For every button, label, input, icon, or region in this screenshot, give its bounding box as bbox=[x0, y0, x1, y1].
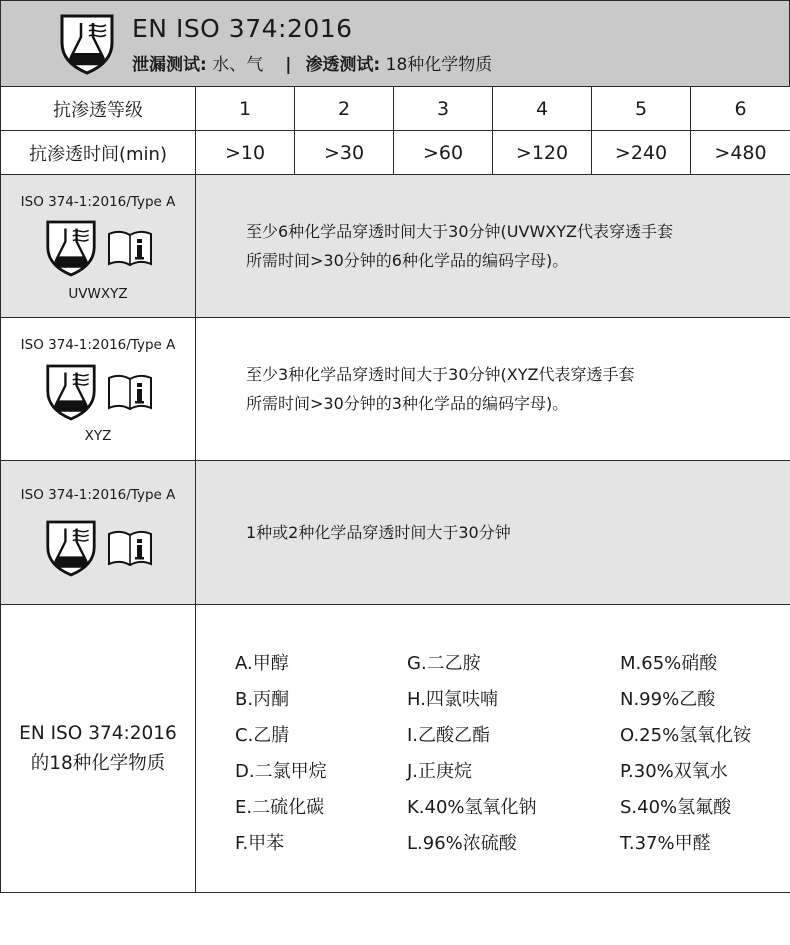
chemicals-column bbox=[235, 646, 327, 862]
standard-title: EN ISO 374:2016 bbox=[132, 14, 353, 43]
chemicals-list bbox=[196, 605, 790, 892]
chemical-item: O.25%氢氧化铵 bbox=[620, 725, 752, 746]
chemicals-list-cell bbox=[196, 605, 790, 893]
chemical-item: N.99%乙酸 bbox=[620, 689, 716, 710]
chemical-item: S.40%氢氟酸 bbox=[620, 797, 732, 818]
chemical-flask-shield-icon bbox=[45, 363, 97, 421]
time-row bbox=[1, 131, 790, 175]
chemicals-column bbox=[620, 646, 751, 862]
time-cell: >10 bbox=[196, 131, 295, 175]
chemical-flask-shield-icon bbox=[45, 219, 97, 277]
type-row bbox=[1, 461, 790, 605]
time-cell: >240 bbox=[592, 131, 691, 175]
permeation-test-label: 渗透测试: bbox=[305, 55, 381, 75]
chemicals-subtitle: 的18种化学物质 bbox=[30, 752, 166, 774]
chemical-item: E.二硫化碳 bbox=[235, 797, 325, 818]
standard-label: ISO 374-1:2016/Type A bbox=[20, 337, 176, 353]
chemical-item: B.丙酮 bbox=[235, 689, 290, 710]
leak-test-value: 水、气 bbox=[206, 55, 264, 75]
description-line: 至少6种化学品穿透时间大于30分钟(UVWXYZ代表穿透手套 bbox=[246, 222, 673, 241]
marking-icons bbox=[45, 363, 155, 421]
type-description bbox=[196, 175, 790, 318]
level-row bbox=[1, 87, 790, 131]
chemical-flask-shield-icon bbox=[59, 13, 115, 75]
chemical-code: UVWXYZ bbox=[68, 286, 128, 302]
test-summary bbox=[132, 50, 492, 75]
level-cell: 4 bbox=[493, 87, 592, 131]
time-cell: >120 bbox=[493, 131, 592, 175]
chemicals-row bbox=[1, 605, 790, 893]
description-line: 所需时间>30分钟的3种化学品的编码字母)。 bbox=[246, 394, 569, 413]
chemical-item: F.甲苯 bbox=[235, 833, 285, 854]
chemical-flask-shield-icon bbox=[45, 519, 97, 577]
type-row bbox=[1, 175, 790, 318]
level-cell: 5 bbox=[592, 87, 691, 131]
standard-header bbox=[0, 0, 790, 87]
time-cell: >30 bbox=[295, 131, 394, 175]
level-cell: 2 bbox=[295, 87, 394, 131]
chemical-item: G.二乙胺 bbox=[407, 653, 481, 674]
consult-manual-book-icon bbox=[107, 373, 153, 411]
chemical-item: T.37%甲醛 bbox=[620, 833, 711, 854]
level-header: 抗渗透等级 bbox=[1, 87, 196, 131]
consult-manual-book-icon bbox=[107, 229, 153, 267]
chemical-item: A.甲醇 bbox=[235, 653, 289, 674]
leak-test-label: 泄漏测试: bbox=[132, 55, 207, 75]
time-cell: >480 bbox=[691, 131, 790, 175]
chemical-item: M.65%硝酸 bbox=[620, 653, 718, 674]
chemical-item: H.四氯呋喃 bbox=[407, 689, 498, 710]
chemicals-column bbox=[407, 646, 537, 862]
level-cell: 6 bbox=[691, 87, 790, 131]
time-cell: >60 bbox=[394, 131, 493, 175]
chemical-item: K.40%氢氧化钠 bbox=[407, 797, 537, 818]
chemicals-title: EN ISO 374:2016 bbox=[19, 722, 177, 744]
chemical-item: P.30%双氧水 bbox=[620, 761, 728, 782]
standard-label: ISO 374-1:2016/Type A bbox=[20, 194, 176, 210]
permeation-test-value: 18种化学物质 bbox=[380, 55, 493, 75]
type-marking-cell bbox=[1, 318, 196, 461]
chemical-item: L.96%浓硫酸 bbox=[407, 833, 517, 854]
type-marking-cell bbox=[1, 175, 196, 318]
marking-icons bbox=[45, 519, 155, 577]
marking-icons bbox=[45, 219, 155, 277]
chemical-item: I.乙酸乙酯 bbox=[407, 725, 491, 746]
consult-manual-book-icon bbox=[107, 529, 153, 567]
type-row bbox=[1, 318, 790, 461]
chemical-item: C.乙腈 bbox=[235, 725, 290, 746]
chemical-item: J.正庚烷 bbox=[407, 761, 473, 782]
description-line: 所需时间>30分钟的6种化学品的编码字母)。 bbox=[246, 251, 569, 270]
description-line: 至少3种化学品穿透时间大于30分钟(XYZ代表穿透手套 bbox=[246, 365, 635, 384]
chemical-item: D.二氯甲烷 bbox=[235, 761, 327, 782]
level-cell: 3 bbox=[394, 87, 493, 131]
standard-label: ISO 374-1:2016/Type A bbox=[20, 487, 176, 503]
type-marking-cell bbox=[1, 461, 196, 605]
description-line: 1种或2种化学品穿透时间大于30分钟 bbox=[246, 523, 511, 542]
chemicals-title-cell bbox=[1, 605, 196, 893]
type-description bbox=[196, 461, 790, 605]
type-description bbox=[196, 318, 790, 461]
separator: | bbox=[285, 55, 292, 75]
chemical-code: XYZ bbox=[84, 428, 112, 444]
performance-table bbox=[0, 86, 790, 893]
level-cell: 1 bbox=[196, 87, 295, 131]
time-header: 抗渗透时间(min) bbox=[1, 131, 196, 175]
